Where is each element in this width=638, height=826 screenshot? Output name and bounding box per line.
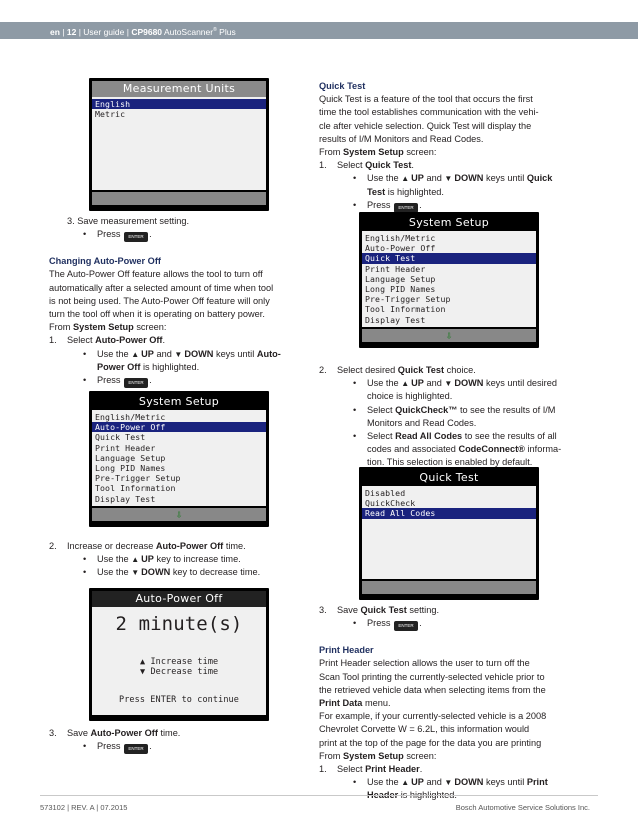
text: From: [319, 750, 341, 761]
quick-test-screen: [359, 467, 539, 600]
right-column-3: [319, 604, 599, 803]
paragraph-line: the retrieved vehicle data when selecting items from the: [319, 684, 546, 695]
text: Use the: [367, 777, 399, 788]
step-2-increase: 2. Increase or decrease Auto-Power Off time.: [49, 541, 246, 551]
text: Print: [526, 777, 548, 788]
auto-power-off-screen: [89, 588, 269, 721]
text: Auto-Power Off: [155, 541, 224, 551]
text: Press: [97, 741, 121, 752]
bullet-press-enter: • Press ENTER .: [49, 740, 319, 754]
text: and: [426, 777, 442, 788]
step-text: 3. Save measurement setting.: [67, 216, 190, 226]
menu-item: Display Test: [95, 493, 156, 504]
menu-item: Language Setup: [95, 452, 166, 463]
text: Auto-Power Off: [90, 728, 158, 738]
text: keys until: [485, 777, 525, 788]
text: QuickCheck™: [395, 404, 458, 415]
text: screen:: [406, 147, 437, 158]
down-arrow-icon: ▼: [444, 174, 453, 184]
screen-body: [92, 410, 266, 521]
text: Auto-: [256, 348, 281, 359]
left-column-3: [49, 727, 319, 754]
menu-item: Long PID Names: [95, 462, 166, 473]
text: screen:: [136, 322, 167, 333]
text: and: [426, 378, 442, 389]
text: menu.: [364, 698, 391, 709]
section-heading-quick-test: Quick Test: [319, 81, 366, 91]
text: time.: [160, 728, 181, 738]
bullet-use-keys: • Use the ▲ UP and ▼ DOWN keys until desired: [319, 377, 599, 390]
screen-footer: [92, 506, 266, 521]
menu-item-selected: Auto-Power Off: [92, 422, 266, 432]
text: CodeConnect®: [458, 444, 525, 455]
bullet-press-enter: • Press ENTER .: [319, 617, 599, 631]
bullet-use-keys: • Use the ▲ UP and ▼ DOWN keys until Auto-: [49, 348, 319, 361]
screen-title: System Setup: [138, 395, 220, 408]
text: UP: [411, 378, 424, 389]
decrease-hint: ▼ Decrease time: [140, 667, 219, 677]
text: Test: [367, 186, 386, 197]
text: Quick: [526, 173, 553, 184]
step-3-save-auto: 3. Save Auto-Power Off time.: [49, 728, 181, 738]
text: Select: [367, 431, 393, 442]
text: System Setup: [343, 147, 404, 158]
paragraph-line: is not being used. The Auto-Power Off feature will only: [49, 295, 270, 306]
step-1-select: 1. Select Quick Test.: [319, 160, 414, 171]
bullet-read-all-codes: • Select Read All Codes to see the results of all: [353, 431, 557, 442]
header-model: CP9680: [131, 26, 163, 37]
header-text: en | 12 | User guide | CP9680 AutoScanner® Plus: [50, 26, 236, 37]
text: UP: [411, 777, 424, 788]
header-lang: en: [50, 26, 60, 37]
text: Select: [337, 160, 363, 171]
text: and: [426, 173, 442, 184]
enter-key-icon: ENTER: [394, 621, 418, 631]
text: and: [156, 348, 172, 359]
text: Save: [337, 605, 358, 615]
menu-item: Print Header: [95, 442, 156, 453]
text: Save: [67, 728, 88, 738]
bullet-text: Press: [97, 229, 121, 240]
step-2-select-desired: 2. Select desired Quick Test choice.: [319, 365, 476, 375]
up-arrow-icon: ▲: [401, 379, 410, 389]
screen-footer: [362, 579, 536, 594]
text: System Setup: [73, 322, 134, 333]
step-3-save-quick: 3. Save Quick Test setting.: [319, 605, 439, 615]
menu-item-metric: Metric: [95, 109, 126, 120]
text: keys until: [485, 173, 525, 184]
step-1-select: 1. Select Auto-Power Off.: [49, 335, 166, 346]
paragraph-line: print at the top of the page for the data you are printing: [319, 737, 542, 748]
screen-body: [92, 607, 266, 715]
bullet-use-keys: • Use the ▲ UP and ▼ DOWN keys until Quick: [319, 172, 599, 185]
bullet-press-enter: • Press ENTER .: [319, 199, 599, 213]
text: DOWN: [454, 378, 484, 389]
text: Press: [97, 375, 121, 386]
menu-item: Print Header: [365, 263, 426, 274]
down-arrow-icon: ▼: [444, 379, 453, 389]
footer-divider: [40, 795, 598, 796]
paragraph-line: time the tool establishes communication with the vehi-: [319, 107, 539, 118]
text: Press: [367, 199, 391, 210]
system-setup-screen-auto: [89, 391, 269, 527]
bullet-use-keys: • Use the ▲ UP and ▼ DOWN keys until Print: [319, 776, 599, 789]
page-header: [0, 0, 638, 40]
text: Increase time: [150, 657, 219, 667]
step-3-save-measurement: [49, 215, 319, 228]
from-system-setup: [49, 321, 319, 334]
text: Quick Test: [360, 605, 407, 615]
paragraph-line: The Auto-Power Off feature allows the tool to turn off: [49, 269, 263, 280]
text: informa-: [527, 444, 562, 455]
text: Print Data: [319, 698, 363, 709]
text: Press: [367, 618, 391, 629]
menu-item: Quick Test: [95, 432, 146, 443]
menu-item: Auto-Power Off: [365, 243, 436, 254]
menu-item-english: English: [92, 99, 266, 109]
menu-item-quickcheck: QuickCheck: [365, 498, 416, 509]
text: key to decrease time.: [172, 567, 261, 578]
text: Print Header: [365, 764, 420, 775]
text: screen:: [406, 750, 437, 761]
bullet-continuation: tion. This selection is enabled by default.: [367, 457, 533, 468]
bullet-press-enter: • Press ENTER .: [49, 228, 319, 242]
left-column: [49, 215, 319, 388]
paragraph-line: cle after vehicle selection. Quick Test will display the: [319, 120, 532, 131]
screen-title: Measurement Units: [92, 81, 266, 97]
text: keys until: [215, 348, 255, 359]
footer-revision: 573102 | REV. A | 07.2015: [40, 803, 128, 812]
enter-key-icon: ENTER: [394, 203, 418, 213]
up-arrow-icon: ▲: [401, 174, 410, 184]
text: is highlighted.: [142, 361, 200, 372]
bullet-continuation: Monitors and Read Codes.: [367, 417, 477, 428]
screen-body: [362, 486, 536, 594]
header-page-number: 12: [66, 26, 77, 37]
text: System Setup: [343, 750, 404, 761]
text: time.: [225, 541, 246, 551]
text: Use the: [367, 173, 399, 184]
text: UP: [141, 554, 154, 565]
text: choice.: [446, 365, 476, 375]
menu-item: Pre-Trigger Setup: [95, 473, 181, 484]
menu-item-read-all-codes: Read All Codes: [362, 508, 536, 518]
text: UP: [141, 348, 154, 359]
section-heading-print-header: Print Header: [319, 645, 374, 656]
paragraph-line: For example, if your currently-selected vehicle is a 2008: [319, 711, 547, 722]
text: UP: [411, 173, 424, 184]
text: DOWN: [454, 173, 484, 184]
paragraph-line: Chevrolet Corvette W = 6.2L, this information would: [319, 724, 530, 735]
text: Use the: [97, 348, 129, 359]
text: DOWN: [184, 348, 214, 359]
screen-title: Quick Test: [419, 471, 479, 484]
menu-item: English/Metric: [365, 233, 436, 243]
menu-item: Pre-Trigger Setup: [365, 294, 451, 305]
paragraph-line: turn the tool off when it is operating on battery power.: [49, 309, 265, 320]
step-1-select: 1. Select Print Header.: [319, 764, 423, 775]
down-arrow-icon: ▼: [174, 349, 183, 359]
down-arrow-icon: ▼: [131, 568, 140, 578]
header-product: AutoScanner: [163, 26, 214, 37]
bullet-continuation: [49, 361, 319, 374]
text: Use the: [97, 567, 129, 578]
enter-key-icon: ENTER: [124, 232, 148, 242]
text: Read All Codes: [395, 431, 463, 442]
paragraph-line: Print Header selection allows the user to turn off the: [319, 658, 530, 669]
screen-footer: [362, 327, 536, 342]
text: DOWN: [141, 567, 171, 578]
right-column-2: [319, 364, 599, 470]
enter-key-icon: ENTER: [124, 378, 148, 388]
text: Auto-Power Off: [95, 335, 163, 346]
text: Increase or decrease: [67, 541, 154, 551]
continue-prompt: Press ENTER to continue: [118, 695, 239, 705]
menu-item-selected: Quick Test: [362, 253, 536, 263]
text: to see the results of all: [464, 431, 557, 442]
screen-body: [92, 97, 266, 205]
bullet-down-key: • Use the ▼ DOWN key to decrease time.: [49, 566, 319, 579]
menu-item: Tool Information: [95, 483, 176, 494]
text: Use the: [97, 554, 129, 565]
text: Power Off: [97, 361, 141, 372]
header-doc-type: User guide: [83, 26, 125, 37]
bullet-continuation: [319, 186, 599, 199]
menu-item-disabled: Disabled: [365, 488, 406, 498]
text: Select: [337, 764, 363, 775]
down-arrow-icon: ▼: [444, 778, 453, 788]
footer-company: Bosch Automotive Service Solutions Inc.: [455, 803, 590, 812]
menu-item: Display Test: [365, 314, 426, 325]
menu-item: English/Metric: [95, 412, 166, 422]
screen-title: System Setup: [408, 216, 490, 229]
screen-title: Auto-Power Off: [92, 591, 266, 607]
text: keys until desired: [485, 378, 557, 389]
text: Decrease time: [150, 667, 219, 677]
enter-key-icon: ENTER: [124, 744, 148, 754]
increase-hint: ▲ Increase time: [140, 657, 219, 667]
text: From: [49, 322, 71, 333]
text: Select: [367, 404, 393, 415]
text: Quick Test: [397, 365, 445, 375]
paragraph-line: automatically after a selected amount of time when tool: [49, 282, 274, 293]
paragraph-line: results of I/M Monitors and Read Codes.: [319, 133, 484, 144]
text: setting.: [409, 605, 439, 615]
bullet-quickcheck: • Select QuickCheck™ to see the results of I/M: [353, 404, 556, 415]
from-system-setup: [319, 146, 599, 159]
text: to see the results of I/M: [459, 404, 556, 415]
text: Select desired: [337, 365, 396, 375]
bullet-up-key: • Use the ▲ UP key to increase time.: [49, 553, 319, 566]
from-system-setup: [319, 750, 599, 763]
up-arrow-icon: ▲: [131, 349, 140, 359]
menu-item: Long PID Names: [365, 283, 436, 294]
up-arrow-icon: ▲: [401, 778, 410, 788]
measurement-units-screen: [89, 78, 269, 211]
bullet-continuation: [319, 443, 599, 456]
menu-item: Language Setup: [365, 273, 436, 284]
up-arrow-icon: ▲: [131, 555, 140, 565]
down-arrow-icon: ⇩: [445, 329, 453, 342]
right-column: [319, 80, 599, 213]
down-arrow-icon: ⇩: [175, 508, 183, 521]
paragraph-line: Quick Test is a feature of the tool that occurs the first: [319, 94, 533, 105]
header-product-suffix: Plus: [219, 26, 236, 37]
screen-footer: [92, 190, 266, 205]
system-setup-screen-quick: [359, 212, 539, 348]
screen-body: [362, 231, 536, 342]
text: is highlighted.: [387, 186, 444, 197]
bullet-press-enter: • Press ENTER .: [49, 374, 319, 388]
text: Quick Test: [365, 160, 412, 171]
paragraph-line: [319, 697, 599, 710]
text: codes and associated: [367, 444, 456, 455]
text: Use the: [367, 378, 399, 389]
text: DOWN: [454, 777, 484, 788]
bullet-continuation: choice is highlighted.: [367, 391, 453, 402]
text: From: [319, 147, 341, 158]
text: Select: [67, 335, 93, 346]
menu-item: Tool Information: [365, 304, 446, 315]
paragraph-line: Scan Tool printing the currently-selected vehicle prior to: [319, 671, 545, 682]
left-column-2: [49, 540, 319, 580]
text: key to increase time.: [156, 554, 241, 565]
power-off-value: 2 minute(s): [115, 613, 243, 635]
section-heading-auto-power-off: Changing Auto-Power Off: [49, 256, 161, 267]
